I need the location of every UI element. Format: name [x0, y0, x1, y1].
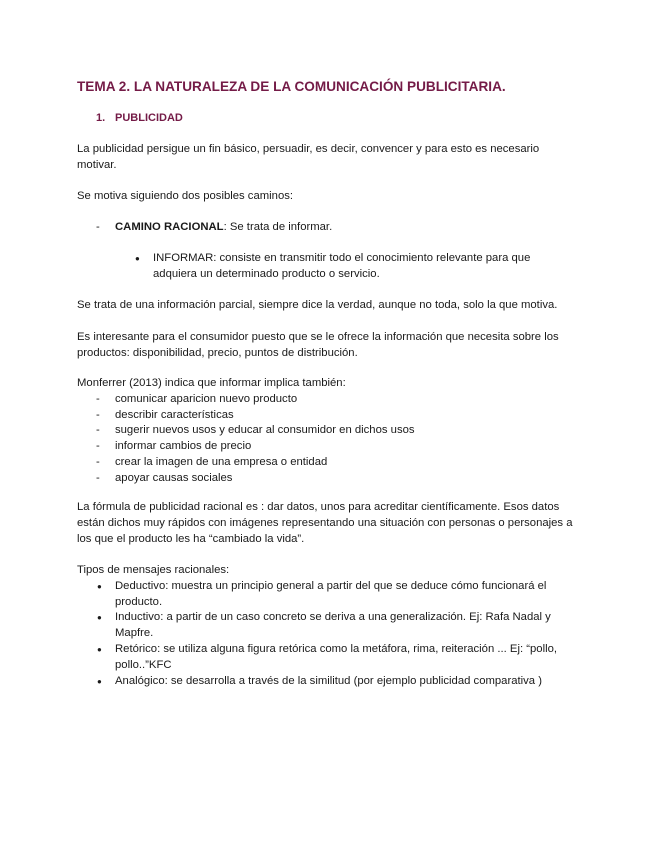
paragraph-text: Monferrer (2013) indica que informar implica también:	[77, 377, 346, 389]
paragraph-text: Se trata de una información parcial, siempre dice la verdad, aunque no toda, solo la que motiva.	[77, 299, 558, 311]
paragraph-consumidor	[77, 330, 577, 362]
list-item	[77, 220, 577, 236]
list-item: - sugerir nuevos usos y educar al consumidor en dichos usos	[77, 423, 577, 439]
document-title: TEMA 2. LA NATURALEZA DE LA COMUNICACIÓN PUBLICITARIA.	[77, 79, 506, 94]
tipos-list	[77, 579, 577, 690]
paragraph-text: Se motiva siguiendo dos posibles caminos:	[77, 190, 294, 202]
implica-list	[77, 392, 577, 487]
paragraph-caminos	[77, 189, 577, 205]
paragraph-tipos	[77, 563, 577, 689]
paragraph-monferrer	[77, 376, 577, 487]
list-item: ● Analógico: se desarrolla a través de la similitud (por ejemplo publicidad comparativa )	[77, 674, 577, 690]
list-item: - comunicar aparicion nuevo producto	[77, 392, 577, 408]
camino-text: : Se trata de informar.	[223, 221, 333, 233]
list-item: - apoyar causas sociales	[77, 471, 577, 487]
list-item: ● Deductivo: muestra un principio general a partir del que se deduce cómo funcionará el producto.	[77, 579, 577, 611]
list-item: ● Retórico: se utiliza alguna figura retórica como la metáfora, rima, reiteración ... Ej: “pollo, pollo..”KFC	[77, 642, 577, 674]
paragraph-text: Es interesante para el consumidor puesto que se le ofrece la información que necesita sobre los productos: disponibilidad, precio, puntos de distribución.	[77, 331, 559, 359]
section-heading	[96, 112, 183, 124]
section-number: 1.	[96, 112, 106, 124]
section-label: PUBLICIDAD	[115, 112, 183, 124]
list-item: - crear la imagen de una empresa o entidad	[77, 455, 577, 471]
paragraph-text: Tipos de mensajes racionales:	[77, 564, 230, 576]
list-item: ● Inductivo: a partir de un caso concreto se deriva a una generalización. Ej: Rafa Nadal y Mapfre.	[77, 610, 577, 642]
list-item: - informar cambios de precio	[77, 439, 577, 455]
paragraph-text: La fórmula de publicidad racional es : dar datos, unos para acreditar científicamente. Esos datos están dichos muy rápidos con imágenes representando una situación con personas o personajes a los que el producto les ha “cambiado la vida”.	[77, 501, 573, 545]
paragraph-formula	[77, 500, 577, 547]
camino-racional-item	[77, 220, 577, 236]
informar-item: ● INFORMAR: consiste en transmitir todo el conocimiento relevante para que adquiera un determinado producto o servicio.	[135, 251, 573, 283]
paragraph-text: La publicidad persigue un fin básico, persuadir, es decir, convencer y para esto es necesario motivar.	[77, 143, 540, 171]
paragraph-intro	[77, 142, 577, 174]
camino-label: CAMINO RACIONAL	[115, 221, 224, 233]
paragraph-parcial	[77, 298, 577, 314]
list-item: - describir características	[77, 408, 577, 424]
